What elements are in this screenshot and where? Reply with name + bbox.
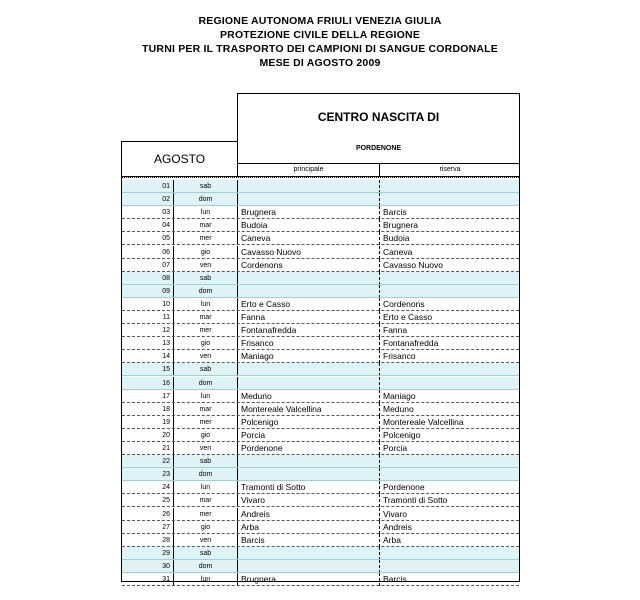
table-row xyxy=(122,350,519,363)
day-cell: 22 xyxy=(122,455,174,468)
centro-title: CENTRO NASCITA DI xyxy=(317,110,440,124)
riserva-cell: Tramonti di Sotto xyxy=(383,495,448,506)
riserva-cell: Montereale Valcellina xyxy=(383,416,464,427)
day-cell: 20 xyxy=(122,429,174,442)
day-cell: 25 xyxy=(122,494,174,507)
column-headers xyxy=(237,163,520,176)
day-cell: 03 xyxy=(122,206,174,219)
table-row xyxy=(122,547,519,560)
header-mese: MESE DI AGOSTO 2009 xyxy=(259,57,381,69)
riserva-cell: Cordenons xyxy=(383,298,425,309)
weekday-cell: mer xyxy=(174,324,238,337)
riserva-cell: Maniago xyxy=(383,390,416,401)
weekday-cell: lun xyxy=(174,573,238,586)
table-row xyxy=(122,442,519,455)
weekday-cell: lun xyxy=(174,390,238,403)
weekday-cell: sab xyxy=(174,363,238,376)
weekday-cell: mar xyxy=(174,403,238,416)
day-cell: 11 xyxy=(122,311,174,324)
riserva-cell: Erto e Casso xyxy=(383,312,433,322)
table-row xyxy=(122,468,519,481)
weekday-cell: gio xyxy=(174,246,238,259)
agosto-header-box xyxy=(121,141,237,176)
day-cell: 30 xyxy=(122,560,174,573)
weekday-cell: sab xyxy=(174,272,238,285)
riserva-cell: Meduno xyxy=(383,403,414,414)
table-row xyxy=(122,455,519,468)
principale-cell: Tramonti di Sotto xyxy=(238,481,380,494)
day-cell: 21 xyxy=(122,442,174,455)
principale-cell: Cavasso Nuovo xyxy=(238,246,380,259)
principale-cell: Brugnera xyxy=(238,206,380,219)
table-row xyxy=(122,521,519,534)
col-riserva: riserva xyxy=(439,166,461,173)
principale-cell: Maniago xyxy=(238,350,380,363)
principale-cell: Frisanco xyxy=(238,337,380,350)
day-cell: 07 xyxy=(122,259,174,272)
riserva-cell: Polcenigo xyxy=(383,429,421,440)
weekday-cell: sab xyxy=(174,547,238,560)
header-turni: TURNI PER IL TRASPORTO DEI CAMPIONI DI SANGUE CORDONALE xyxy=(142,43,498,55)
agosto-label: AGOSTO xyxy=(153,152,206,166)
day-cell: 10 xyxy=(122,298,174,311)
weekday-cell: sab xyxy=(174,180,238,193)
principale-cell: Vivaro xyxy=(238,494,380,507)
table-row xyxy=(122,206,519,219)
principale-cell: Fontanafredda xyxy=(238,324,380,337)
day-cell: 12 xyxy=(122,324,174,337)
riserva-cell: Caneva xyxy=(383,246,413,257)
principale-cell: Fanna xyxy=(238,311,380,324)
table-row xyxy=(122,560,519,573)
table-row xyxy=(122,534,519,547)
table-row xyxy=(122,232,519,245)
principale-cell: Arba xyxy=(238,521,380,534)
weekday-cell: mer xyxy=(174,232,238,245)
schedule-table xyxy=(121,176,520,582)
table-row xyxy=(122,259,519,272)
day-cell: 19 xyxy=(122,416,174,429)
table-row xyxy=(122,324,519,337)
principale-cell: Budoia xyxy=(238,219,380,232)
riserva-cell: Arba xyxy=(383,534,401,545)
table-row xyxy=(122,363,519,376)
day-cell: 26 xyxy=(122,508,174,521)
principale-cell: Montereale Valcellina xyxy=(238,403,380,416)
day-cell: 27 xyxy=(122,521,174,534)
table-row xyxy=(122,285,519,298)
principale-cell: Pordenone xyxy=(238,442,380,455)
centro-nascita-box xyxy=(237,93,520,163)
table-row xyxy=(122,508,519,521)
weekday-cell: dom xyxy=(174,285,238,298)
riserva-cell: Fanna xyxy=(383,325,408,336)
weekday-cell: mar xyxy=(174,219,238,232)
day-cell: 31 xyxy=(122,573,174,586)
table-row xyxy=(122,573,519,586)
day-cell: 23 xyxy=(122,468,174,481)
table-row xyxy=(122,337,519,350)
principale-cell: Brugnera xyxy=(238,573,380,586)
day-cell: 01 xyxy=(122,180,174,193)
day-cell: 14 xyxy=(122,350,174,363)
day-cell: 09 xyxy=(122,285,174,298)
table-row xyxy=(122,298,519,311)
centro-location: PORDENONE xyxy=(355,145,402,152)
row-separator xyxy=(122,585,519,586)
table-row xyxy=(122,481,519,494)
principale-cell: Cordenons xyxy=(238,259,380,272)
weekday-cell: dom xyxy=(174,468,238,481)
weekday-cell: mar xyxy=(174,494,238,507)
day-cell: 15 xyxy=(122,363,174,376)
day-cell: 02 xyxy=(122,193,174,206)
table-row xyxy=(122,180,519,193)
day-cell: 08 xyxy=(122,272,174,285)
weekday-cell: mer xyxy=(174,416,238,429)
table-row xyxy=(122,494,519,507)
weekday-cell: ven xyxy=(174,534,238,547)
table-row xyxy=(122,219,519,232)
riserva-cell: Pordenone xyxy=(383,482,425,493)
riserva-cell: Barcis xyxy=(383,207,407,218)
header-protezione: PROTEZIONE CIVILE DELLA REGIONE xyxy=(219,29,421,41)
riserva-cell: Cavasso Nuovo xyxy=(383,259,444,270)
principale-cell: Erto e Casso xyxy=(238,298,380,311)
weekday-cell: dom xyxy=(174,377,238,390)
weekday-cell: gio xyxy=(174,337,238,350)
weekday-cell: ven xyxy=(174,442,238,455)
day-cell: 16 xyxy=(122,377,174,390)
riserva-cell: Andreis xyxy=(383,521,412,532)
day-cell: 24 xyxy=(122,481,174,494)
header-region: REGIONE AUTONOMA FRIULI VENEZIA GIULIA xyxy=(198,15,442,27)
table-row xyxy=(122,193,519,206)
principale-cell: Porcia xyxy=(238,429,380,442)
table-row xyxy=(122,390,519,403)
weekday-cell: mer xyxy=(174,508,238,521)
principale-cell: Polcenigo xyxy=(238,416,380,429)
table-row xyxy=(122,429,519,442)
col-principale: principale xyxy=(293,166,324,173)
document-header xyxy=(0,14,640,70)
table-top-dotted-line xyxy=(122,177,519,178)
riserva-cell: Budoia xyxy=(383,233,410,244)
riserva-cell: Frisanco xyxy=(383,351,416,362)
weekday-cell: mar xyxy=(174,311,238,324)
day-cell: 17 xyxy=(122,390,174,403)
table-row xyxy=(122,311,519,324)
table-row xyxy=(122,416,519,429)
weekday-cell: sab xyxy=(174,455,238,468)
weekday-cell: dom xyxy=(174,560,238,573)
principale-cell: Meduno xyxy=(238,390,380,403)
day-cell: 18 xyxy=(122,403,174,416)
day-cell: 06 xyxy=(122,246,174,259)
day-cell: 04 xyxy=(122,219,174,232)
weekday-cell: ven xyxy=(174,259,238,272)
day-cell: 13 xyxy=(122,337,174,350)
weekday-cell: ven xyxy=(174,350,238,363)
principale-cell: Barcis xyxy=(238,534,380,547)
principale-cell: Andreis xyxy=(238,508,380,521)
weekday-cell: lun xyxy=(174,481,238,494)
day-cell: 05 xyxy=(122,232,174,245)
day-cell: 28 xyxy=(122,534,174,547)
table-row xyxy=(122,272,519,285)
weekday-cell: dom xyxy=(174,193,238,206)
day-cell: 29 xyxy=(122,547,174,560)
weekday-cell: lun xyxy=(174,298,238,311)
weekday-cell: lun xyxy=(174,206,238,219)
table-row xyxy=(122,377,519,390)
weekday-cell: gio xyxy=(174,521,238,534)
riserva-cell: Fontanafredda xyxy=(383,338,439,349)
principale-cell: Caneva xyxy=(238,232,380,245)
riserva-cell: Brugnera xyxy=(383,220,418,231)
riserva-cell: Vivaro xyxy=(383,508,407,519)
table-row xyxy=(122,403,519,416)
riserva-cell: Porcia xyxy=(383,443,408,453)
riserva-cell: Barcis xyxy=(383,574,407,584)
weekday-cell: gio xyxy=(174,429,238,442)
table-row xyxy=(122,246,519,259)
